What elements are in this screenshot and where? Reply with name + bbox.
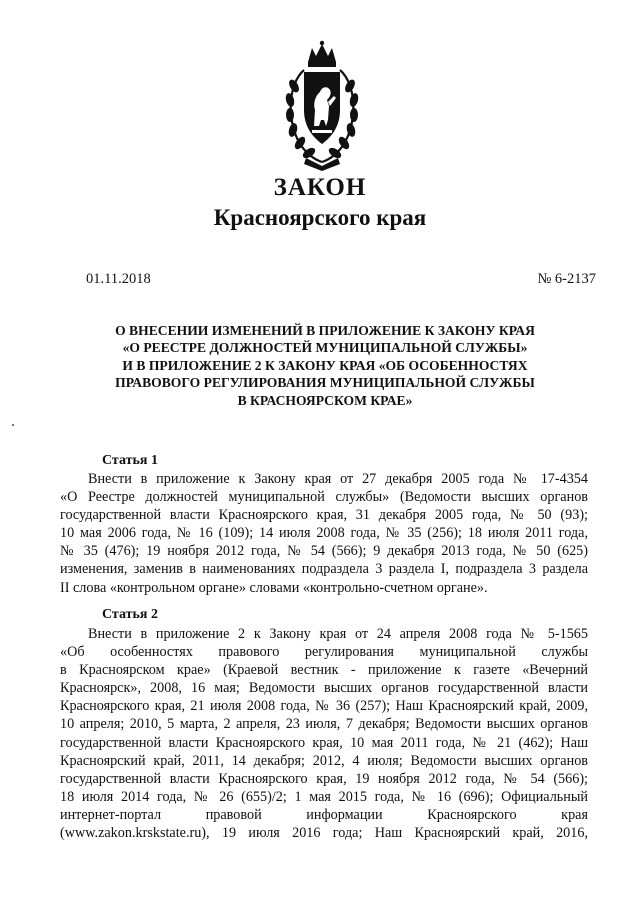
text-line: Красноярск», 2008, 16 мая; Ведомости высших органов государственной власти [60,680,588,697]
heading-line: В КРАСНОЯРСКОМ КРАЕ» [237,392,413,408]
scan-speck [12,424,14,426]
text-line: изменения, заменив в наименованиях подраздела 3 раздела I, подраздела 3 раздела [60,561,588,578]
text-line: Внести в приложение 2 к Закону края от 24 апреля 2008 года № 5-1565 [88,626,588,642]
text-line: (www.zakon.krskstate.ru), 19 июля 2016 года; Наш Красноярский край, 2016, [60,825,588,842]
text-line: Внести в приложение к Закону края от 27 декабря 2005 года № 17-4354 [88,471,588,487]
heading-line: ПРАВОВОГО РЕГУЛИРОВАНИЯ МУНИЦИПАЛЬНОЙ СЛУЖБЫ [115,375,535,391]
article-2-text [60,625,588,842]
text-line: 10 апреля; 2010, 5 марта, 2 апреля, 23 июля, 7 декабря; Ведомости высших органов [60,716,588,733]
coat-of-arms-emblem [282,40,362,172]
text-line: государственной власти Красноярского края, 31 декабря 2005 года, № 50 (93); [60,507,588,524]
document-number: № 6-2137 [537,271,596,287]
document-title: ЗАКОН [273,174,367,201]
text-line: Красноярский край, 2011, 14 декабря; 2012, 4 июля; Ведомости высших органов [60,752,588,769]
article-1-title: Статья 1 [102,453,158,468]
text-line: 18 июля 2014 года, № 26 (655)/2; 1 мая 2015 года, № 16 (696); Официальный [60,788,588,805]
text-line: в Красноярском крае» (Краевой вестник - приложение к газете «Вечерний [60,662,588,679]
text-line: интернет-портал правовой информации Красноярского края [60,806,588,823]
article-2-title: Статья 2 [102,607,158,622]
heading-line: О ВНЕСЕНИИ ИЗМЕНЕНИЙ В ПРИЛОЖЕНИЕ К ЗАКОНУ КРАЯ [115,323,535,338]
text-line: Красноярского края, 21 июля 2008 года, № 36 (257); Наш Красноярский край, 2009, [60,698,588,715]
text-line: «О Реестре должностей муниципальной службы» (Ведомости высших органов [60,489,588,506]
heading-line: И В ПРИЛОЖЕНИЕ 2 К ЗАКОНУ КРАЯ «ОБ ОСОБЕННОСТЯХ [122,357,528,373]
text-line: № 35 (476); 19 ноября 2012 года, № 54 (566); 9 декабря 2013 года, № 50 (625) [60,543,588,560]
text-line: государственной власти Красноярского края, 19 ноября 2012 года, № 54 (566); [60,770,588,787]
text-line: 10 мая 2006 года, № 16 (109); 14 июля 2008 года, № 35 (256); 18 июля 2011 года, [60,525,588,542]
article-1-text [60,470,588,597]
heading-line: «О РЕЕСТРЕ ДОЛЖНОСТЕЙ МУНИЦИПАЛЬНОЙ СЛУЖБЫ» [122,340,528,356]
document-date: 01.11.2018 [86,271,151,287]
document-subtitle: Красноярского края [213,205,427,230]
text-line: II слова «контрольном органе» словами «контрольно-счетном органе». [60,579,488,596]
text-line: государственной власти Красноярского края, 10 мая 2011 года, № 21 (462); Наш [60,734,588,751]
law-heading [70,322,580,409]
text-line: «Об особенностях правового регулирования муниципальной службы [60,644,588,661]
